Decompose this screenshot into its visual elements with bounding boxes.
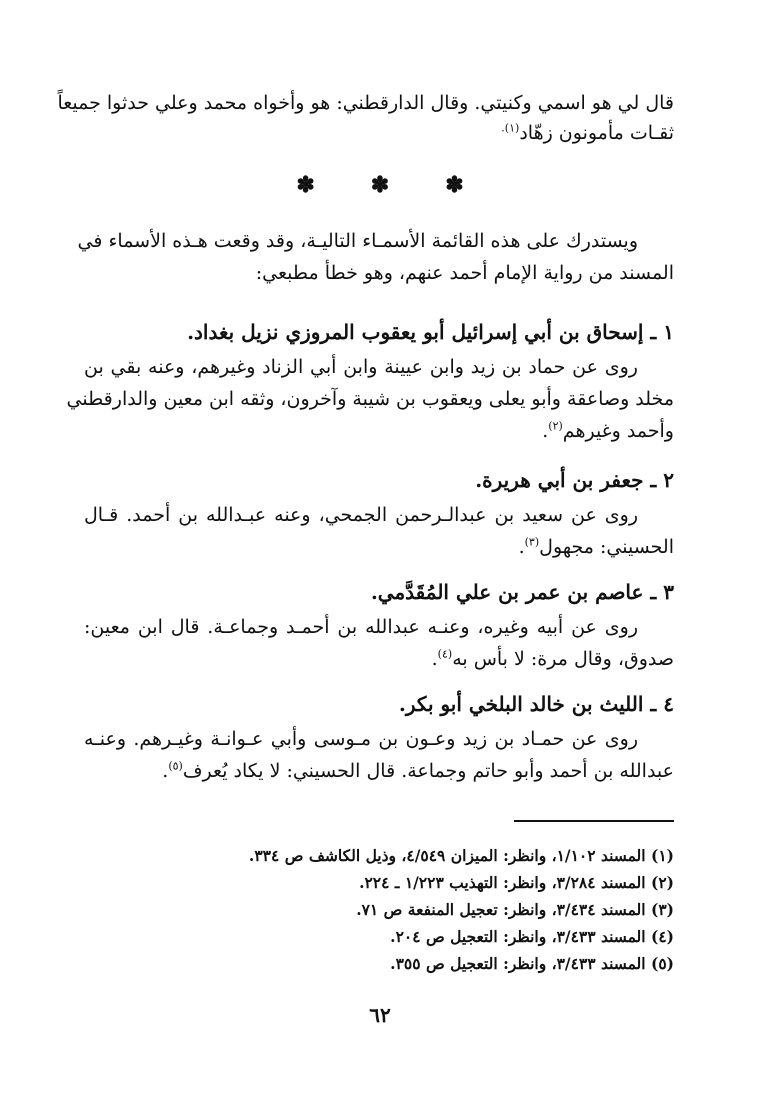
preface-line-1: ويستدرك على هذه القائمة الأسمـاء التاليـة، وقد وقعت هـذه الأسماء في bbox=[77, 230, 638, 252]
footnote-ref-1[interactable]: (١). bbox=[501, 121, 520, 135]
intro-line-1: قال لي هو اسمي وكنيتي. وقال الدارقطني: هو وأخواه محمد وعلي حدثوا جميعاً bbox=[57, 92, 674, 114]
footnote-ref-3[interactable]: (٣) bbox=[524, 535, 540, 549]
footnote-ref-4[interactable]: (٤) bbox=[437, 647, 453, 661]
page-number: ٦٢ bbox=[369, 1003, 391, 1027]
entry-line: روى عن حماد بن زيد وابن عيينة وابن أبي الزناد وغيرهم، وعنه بقي بن bbox=[84, 356, 638, 378]
star-icon: ✽ bbox=[445, 172, 464, 198]
footnote-4: (٤) المسند ٣/٤٣٣، وانظر: التعجيل ص ٢٠٤. bbox=[390, 927, 674, 946]
entry-2 bbox=[84, 466, 674, 560]
entry-3 bbox=[84, 578, 674, 672]
entry-line-text: الحسيني: مجهول bbox=[539, 536, 674, 558]
entry-line-text: عبدالله بن أحمد وأبو حاتم وجماعة. قال الحسيني: لا يكاد يُعرف bbox=[182, 760, 674, 782]
entry-line-text: صدوق، وقال مرة: لا بأس به bbox=[452, 648, 674, 670]
footnote-2: (٢) المسند ٣/٢٨٤، وانظر: التهذيب ١/٢٢٣ ـ ٢٢٤. bbox=[359, 873, 674, 892]
footnote-divider bbox=[514, 820, 674, 822]
footnote-5: (٥) المسند ٣/٤٣٣، وانظر: التعجيل ص ٣٥٥. bbox=[390, 954, 674, 973]
preface-paragraph bbox=[77, 228, 674, 286]
entry-line: صدوق، وقال مرة: لا بأس به$^{(٤)}$. bbox=[431, 647, 674, 670]
entry-line: روى عن سعيد بن عبدالـرحمن الجمحي، وعنه عبـدالله بن أحمد. قـال bbox=[84, 504, 638, 526]
star-icon: ✽ bbox=[296, 172, 315, 198]
star-icon: ✽ bbox=[370, 172, 390, 198]
entry-line: عبدالله بن أحمد وأبو حاتم وجماعة. قال الحسيني: لا يكاد يُعرف$^{(٥)}$. bbox=[162, 759, 674, 782]
preface-line-2: المسند من رواية الإمام أحمد عنهم، وهو خطأ مطبعي: bbox=[255, 262, 674, 284]
footnotes bbox=[84, 842, 674, 977]
entry-heading: ٤ ـ الليث بن خالد البلخي أبو بكر. bbox=[398, 692, 674, 716]
footnote-1: (١) المسند ١/١٠٢، وانظر: الميزان ٤/٥٤٩، وذيل الكاشف ص ٣٣٤. bbox=[248, 846, 674, 865]
intro-line-2-text: ثقـات مأمونون زهّاد bbox=[519, 122, 674, 144]
entry-line: روى عن حمـاد بن زيد وعـون بن مـوسى وأبي عـوانـة وغيـرهم. وعنـه bbox=[84, 728, 638, 750]
footnote-ref-2[interactable]: (٢) bbox=[548, 419, 563, 433]
footnote-ref-5[interactable]: (٥) bbox=[168, 759, 183, 773]
entry-heading: ١ ـ إسحاق بن أبي إسرائيل أبو يعقوب المروزي نزيل بغداد. bbox=[187, 320, 674, 344]
intro-line-2 bbox=[84, 120, 674, 146]
entry-line: وأحمد وغيرهم$^{(٢)}$. bbox=[542, 419, 674, 442]
footnote-3: (٣) المسند ٣/٤٣٤، وانظر: تعجيل المنفعة ص ٧١. bbox=[356, 900, 674, 919]
entry-heading: ٣ ـ عاصم بن عمر بن علي المُقَدَّمي. bbox=[370, 580, 674, 604]
entry-line-text: وأحمد وغيرهم bbox=[562, 420, 674, 442]
entry-1 bbox=[66, 318, 674, 444]
entry-line: روى عن أبيه وغيره، وعنـه عبدالله بن أحمـد وجماعـة. قال ابن معين: bbox=[84, 616, 638, 638]
intro-paragraph bbox=[57, 90, 674, 146]
section-separator bbox=[0, 172, 760, 198]
entry-line: مخلد وصاعقة وأبو يعلى ويعقوب بن شيبة وآخرون، وثقه ابن معين والدارقطني bbox=[66, 388, 674, 410]
entry-4 bbox=[84, 690, 674, 784]
entry-heading: ٢ ـ جعفر بن أبي هريرة. bbox=[475, 468, 674, 492]
entry-line: الحسيني: مجهول$^{(٣)}$. bbox=[518, 535, 674, 558]
